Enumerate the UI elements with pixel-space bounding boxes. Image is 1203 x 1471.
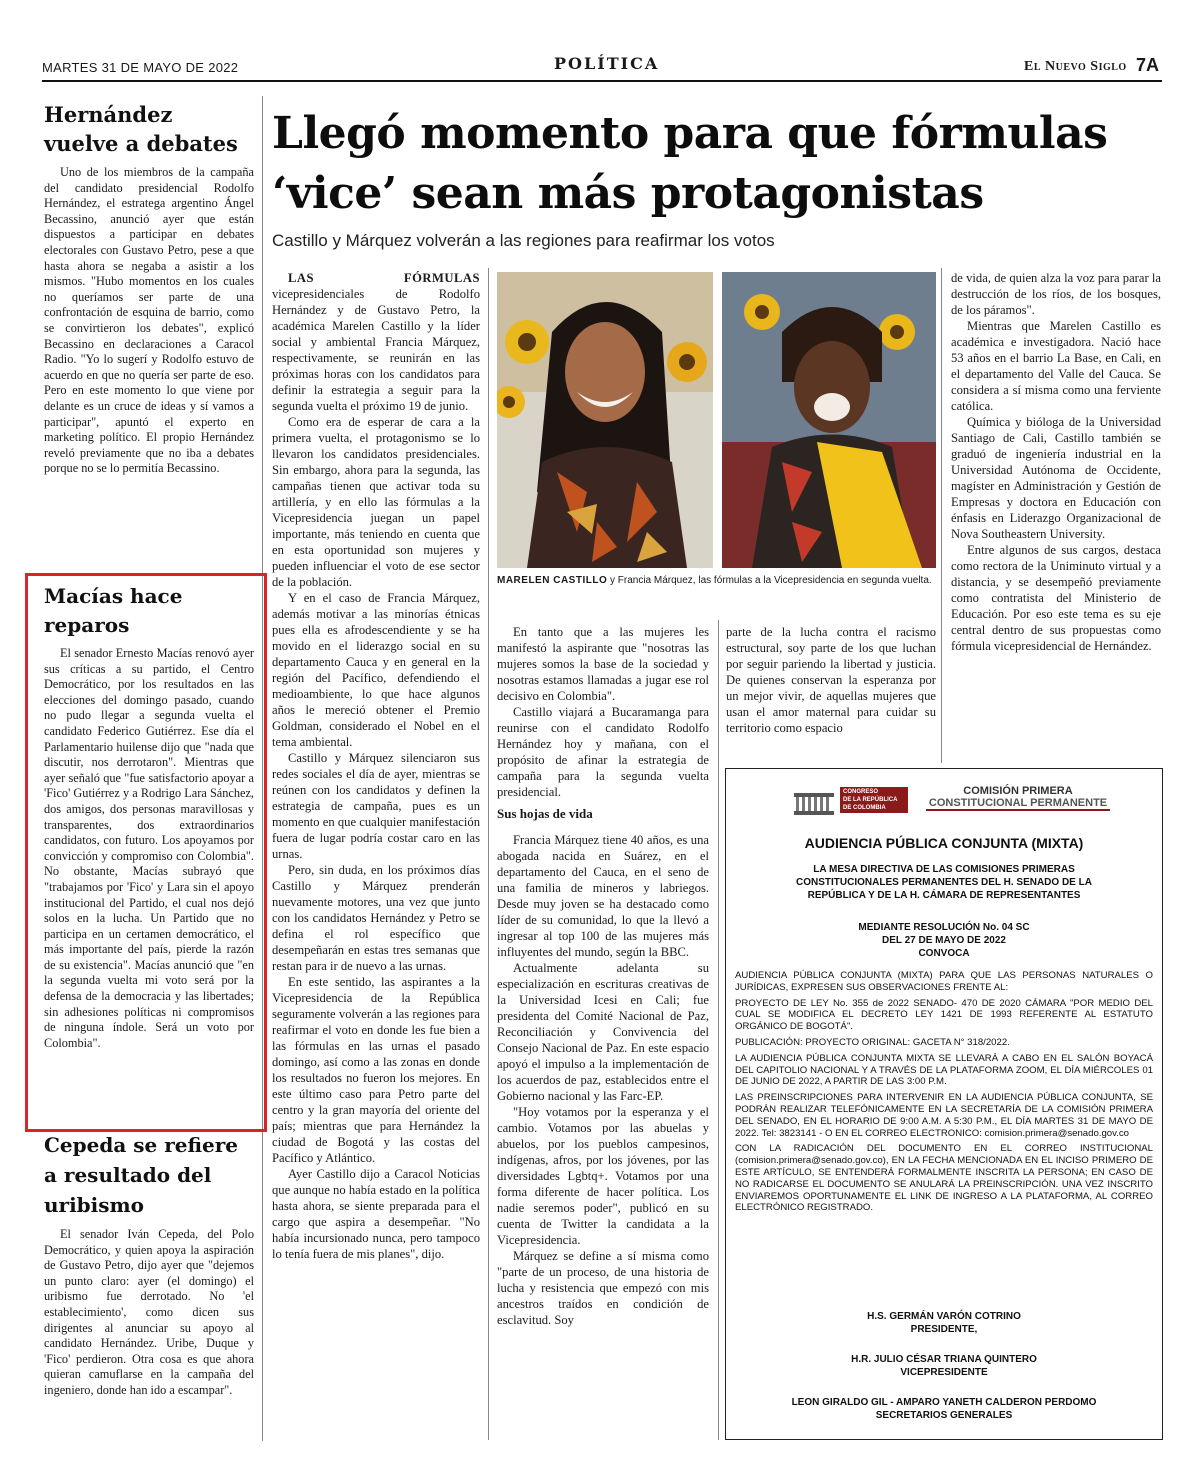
article-subtitle: Castillo y Márquez volverán a las regiones para reafirmar los votos: [272, 231, 775, 250]
sidebar-story-hernandez: [44, 100, 254, 477]
notice-resolution: MEDIANTE RESOLUCIÓN No. 04 SC DEL 27 DE MAYO DE 2022 CONVOCA: [858, 922, 1030, 959]
photo-caption: MARELEN CASTILLO y Francia Márquez, las fórmulas a la Vicepresidencia en segunda vuelta.: [497, 575, 932, 586]
article-headline: Llegó momento para que fórmulas ‘vice’ sean más protagonistas: [272, 108, 1108, 219]
story-body: Uno de los miembros de la campaña del candidato presidencial Rodolfo Hernández, el estratega argentino Ángel Becassino, anunció ayer que están dispuestos a participar en debates electorales con Gustavo Petro, pese a que hasta ahora se negaba a asistir a los mismos. "Hubo momentos en los cuales no queríamos ser parte de una confrontación de esquina de barrio, como se convirtieron los debates", explicó Becassino en declaraciones a Caracol Radio. "Yo lo sugerí y Rodolfo estuvo de acuerdo en que no quería ser parte de eso. Pero en este momento lo que viene por delante es un cruce de ideas y sí vamos a participar", apuntó el experto en marketing político. El propio Hernández reveló previamente que no iba a debates porque no se lo permitía Becassino.: [44, 165, 254, 476]
story-body: El senador Ernesto Macías renovó ayer sus críticas a su partido, el Centro Democrático, por los resultados en las elecciones del domingo pasado, cuando no pudo llegar a segunda vuelta el candidato Federico Gutiérrez. Ese día el Parlamentario huilense dijo que "nada que discutir, nos derrotaron". Mientras que ayer señaló que "fue satisfactorio apoyar a 'Fico' Gutiérrez y a Rodrigo Lara Sánchez, dos amigos, dos personas maravillosas y transparentes, dos extraordinarios candidatos, con futuro. Los apoyamos por convicción y compromiso con Colombia". No obstante, Macías subrayó que "trabajamos por 'Fico' y Lara sin el apoyo institucional del Partido, el cual nos dejó solos en la lucha. Un Partido que no participa en un certamen democrático, el más importante del país, pierde la razón de su existencia". Macías anunció que "en la segunda vuelta mi voto será por la defensa de la democracia y las libertades; sin adhesiones políticas ni compromisos de ninguna índole. Será un voto por Colombia".: [44, 646, 254, 1050]
section-title: POLÍTICA: [554, 54, 660, 73]
story-headline: Cepeda se refiere a resultado del uribismo: [44, 1133, 238, 1217]
signature-vicepresident: H.R. JULIO CÉSAR TRIANA QUINTERO VICEPRESIDENTE: [851, 1354, 1037, 1378]
notice-body: AUDIENCIA PÚBLICA CONJUNTA (MIXTA) PARA QUE LAS PERSONAS NATURALES O JURÍDICAS, EXPRESEN SUS OBSERVACIONES FRENTE AL: PROYECTO DE LEY No. 355 de 2022 SENADO- 470 DE 2020 CÁMARA "POR MEDIO DEL CUAL SE MODIFICA EL DECRETO LEY 1421 DE 1993 REFERENTE AL ESTATUTO ORGÁNICO DE BOGOTÁ". PUBLICACIÓN: PROYECTO ORIGINAL: GACETA N° 318/2022. LA AUDIENCIA PÚBLICA CONJUNTA MIXTA SE LLEVARÁ A CABO EN EL SALÓN BOYACÁ DEL CAPITOLIO NACIONAL Y A TRAVÉS DE LA PLATAFORMA ZOOM, EL DÍA MIÉRCOLES 01 DE JUNIO DE 2022, A PARTIR DE LAS 3:00 P.M. LAS PREINSCRIPCIONES PARA INTERVENIR EN LA AUDIENCIA PÚBLICA CONJUNTA, SE PODRÁN REALIZAR TELEFÓNICAMENTE EN LA SECRETARÍA DE LA COMISIÓN PRIMERA DEL SENADO, EN EL HORARIO DE 9:00 A.M. A 5:30 P.M., EL DÍA MARTES 31 DE MAYO DE 2022. Tel: 3823141 - O EN EL CORREO ELECTRONICO: comision.primera@senado.gov.co CON LA RADICACIÓN DEL DOCUMENTO EN EL CORREO INSTITUCIONAL (comision.primera@senado.gov.co), EN LA FECHA MENCIONADA EN EL INCISO PRIMERO DE ESTE ARTÍCULO, SE ENTENDERÁ FORMALMENTE INSCRITA LA PERSONA; EN CASO DE NO RADICARSE EL DOCUMENTO SE ANULARÁ LA PREINSCRIPCIÓN. UNA VEZ INSCRITO ENVIAREMOS OPORTUNAMENTE EL LINK DE INGRESO A LA PLATAFORMA, AL CORREO ELECTRÓNICO REGISTRADO.: [735, 970, 1153, 1214]
photo-marelen-castillo: [497, 272, 713, 568]
photo-francia-marquez: [722, 272, 936, 568]
page-number: 7A: [1136, 55, 1160, 75]
notice-title: AUDIENCIA PÚBLICA CONJUNTA (MIXTA): [804, 835, 1084, 851]
story-body: El senador Iván Cepeda, del Polo Democrático, y quien apoya la aspiración de Gustavo Petro, dijo ayer que "dejemos un punto claro: ayer (el domingo) el uribismo fue derrotado. No 'el establecimiento', como dicen sus dirigentes al anunciar su apoyo al candidato Hernández. Uribe, Duque y 'Fico' perdieron. Otra cosa es que ahora quieran camuflarse en la campaña del ingeniero, donde han ido a escampar".: [44, 1227, 254, 1397]
section-subheading: Sus hojas de vida: [497, 806, 593, 821]
lead-caps: LAS FÓRMULAS: [288, 271, 480, 285]
story-headline: Hernández vuelve a debates: [44, 102, 238, 156]
congress-logo: CONGRESO DE LA REPÚBLICA DE COLOMBIA: [792, 783, 912, 819]
story-headline: Macías hace reparos: [44, 584, 183, 637]
article-column-2: En tanto que a las mujeres les manifestó la aspirante que "nosotras las mujeres somos la base de la sociedad y nosotras estamos llamadas a jugar ese rol decisivo en Colombia". Castillo viajará a Bucaramanga para reunirse con el candidato Rodolfo Hernández hoy y mañana, con el propósito de afinar la estrategia de campaña para la segunda vuelta presidencial. Sus hojas de vida Francia Márquez tiene 40 años, es una abogada nacida en Suárez, en el departamento del Cauca, en el seno de una familia de mineros y labriegos. Desde muy joven se ha destacado como líder de su comunidad, lo que la llevó a ingresar al top 100 de las mujeres más influyentes del mundo, según la BBC. Actualmente adelanta su especialización en escrituras creativas de la Universidad Icesi en Cali; fue presidenta del Comité Nacional de Paz, Reconciliación y Convivencia del Consejo Nacional de Paz. En este espacio apoyó el impulso a la implementación de los acuerdos de paz, establecidos entre el Gobierno nacional y las Farc-EP. "Hoy votamos por la esperanza y el cambio. Votamos por las abuelas y abuelos, por los pueblos campesinos, indígenas, afros, por los jóvenes, por las diversidades Lgbtq+. Votamos por una forma diferente de hacer política. Los nadie seremos poder", publicó en su cuenta de Twitter la candidata a la Vicepresidencia. Márquez se define a sí misma como "parte de un proceso, de una historia de lucha y resistencia que empezó con mis ancestros traídos en condición de esclavitud. Soy: [497, 625, 709, 1327]
signature-secretaries: LEON GIRALDO GIL - AMPARO YANETH CALDERON PERDOMO SECRETARIOS GENERALES: [791, 1397, 1097, 1421]
notice-intro: LA MESA DIRECTIVA DE LAS COMISIONES PRIMERAS CONSTITUCIONALES PERMANENTES DEL H. SENADO DE LA REPÚBLICA Y DE LA H. CÁMARA DE REPRESENTANTES: [796, 864, 1092, 901]
public-notice: [725, 768, 1163, 1440]
header-rule: [42, 80, 1162, 82]
sidebar-story-macias: [44, 582, 254, 1051]
article-column-4: de vida, de quien alza la voz para parar la destrucción de los ríos, de los bosques, de los páramos". Mientras que Marelen Castillo es académica e investigadora. Nació hace 53 años en el barrio La Base, en Cali, en el departamento del Valle del Cauca. Se considera a sí misma como una ferviente católica. Química y bióloga de la Universidad Santiago de Cali, Castillo también se graduó de ingeniería industrial en la Universidad Autónoma de Occidente, magíster en Administración y Gestión de Empresas y doctora en Educación con énfasis en Liderazgo Organizacional de Nova Southeastern University. Entre algunos de sus cargos, destaca como rectora de la Uniminuto virtual y a distancia, y se desempeñó previamente como contratista del Ministerio de Educación. Por eso este tema es su eje central dentro de sus propuestas como fórmula vicepresidencial de Hernández.: [951, 271, 1161, 653]
issue-date: MARTES 31 DE MAYO DE 2022: [42, 60, 239, 75]
sidebar-story-cepeda: [44, 1130, 254, 1399]
newspaper-name: El Nuevo Siglo: [1024, 59, 1127, 74]
column-divider: [488, 268, 489, 1440]
article-column-3: parte de la lucha contra el racismo estructural, soy parte de los que luchan por seguir pariendo la libertad y justicia. De quienes conservan la esperanza por un mejor vivir, de aquellas mujeres que usan el amor maternal para cuidar su territorio como espacio: [726, 625, 936, 735]
commission-logo: COMISIÓN PRIMERA CONSTITUCIONAL PERMANENTE: [926, 785, 1110, 811]
column-divider: [941, 268, 942, 763]
column-divider: [718, 620, 719, 1440]
signature-president: H.S. GERMÁN VARÓN COTRINO PRESIDENTE,: [867, 1311, 1021, 1335]
article-column-1: LAS FÓRMULAS vicepresidenciales de Rodolfo Hernández y de Gustavo Petro, la académica Marelen Castillo y la líder social y ambiental Francia Márquez, respectivamente, se reunirán en las próximas horas con los candidatos para definir la estrategia a seguir para la segunda vuelta el próximo 19 de junio. Como era de esperar de cara a la primera vuelta, el protagonismo se lo llevaron los candidatos presidenciales. Sin embargo, ahora para la segunda, las campañas tienen que activar toda su artillería, y en ello las fórmulas a la Vicepresidencia juegan un papel importante, más teniendo en cuenta que en esta oportunidad son mujeres y pueden influenciar el voto de ese sector de la población. Y en el caso de Francia Márquez, además motivar a las minorías étnicas pues ella es afrodescendiente y se ha movido en el liderazgo social en su departamento Cauca y en general en la región del Pacífico, defendiendo el medioambiente, lo que hace algunos años le mereció obtener el Premio Goldman, considerado el Nobel en el tema ambiental. Castillo y Márquez silenciaron sus redes sociales el día de ayer, mientras se reúnen con los candidatos y definen la estrategia de campaña, pues es un momento en que cualquier manifestación fuera de lugar podría costar caro en las urnas. Pero, sin duda, en los próximos días Castillo y Márquez prenderán nuevamente motores, una vez que junto con los candidatos Hernández y Petro se defina el rol específico que desempeñarán en estas tres semanas que restan para ir de nuevo a las urnas. En este sentido, las aspirantes a la Vicepresidencia de la República seguramente volverán a las regiones para reafirmar el voto en donde les fue bien a las fórmulas en las urnas el pasado domingo, así como a las zonas en donde los resultados no fueron los mejores. En este último caso para Petro parte del centro y la gran mayoría del oriente del país; mientras que para Hernández la ciudad de Bogotá y las costas del Pacífico y Atlántico. Ayer Castillo dijo a Caracol Noticias que aunque no había estado en la política hasta ahora, se siente preparada para el cargo que aspira a desempeñar. "No había incursionado nunca, pero tampoco lo tenía fuera de mis planes", dijo.: [272, 271, 480, 1261]
